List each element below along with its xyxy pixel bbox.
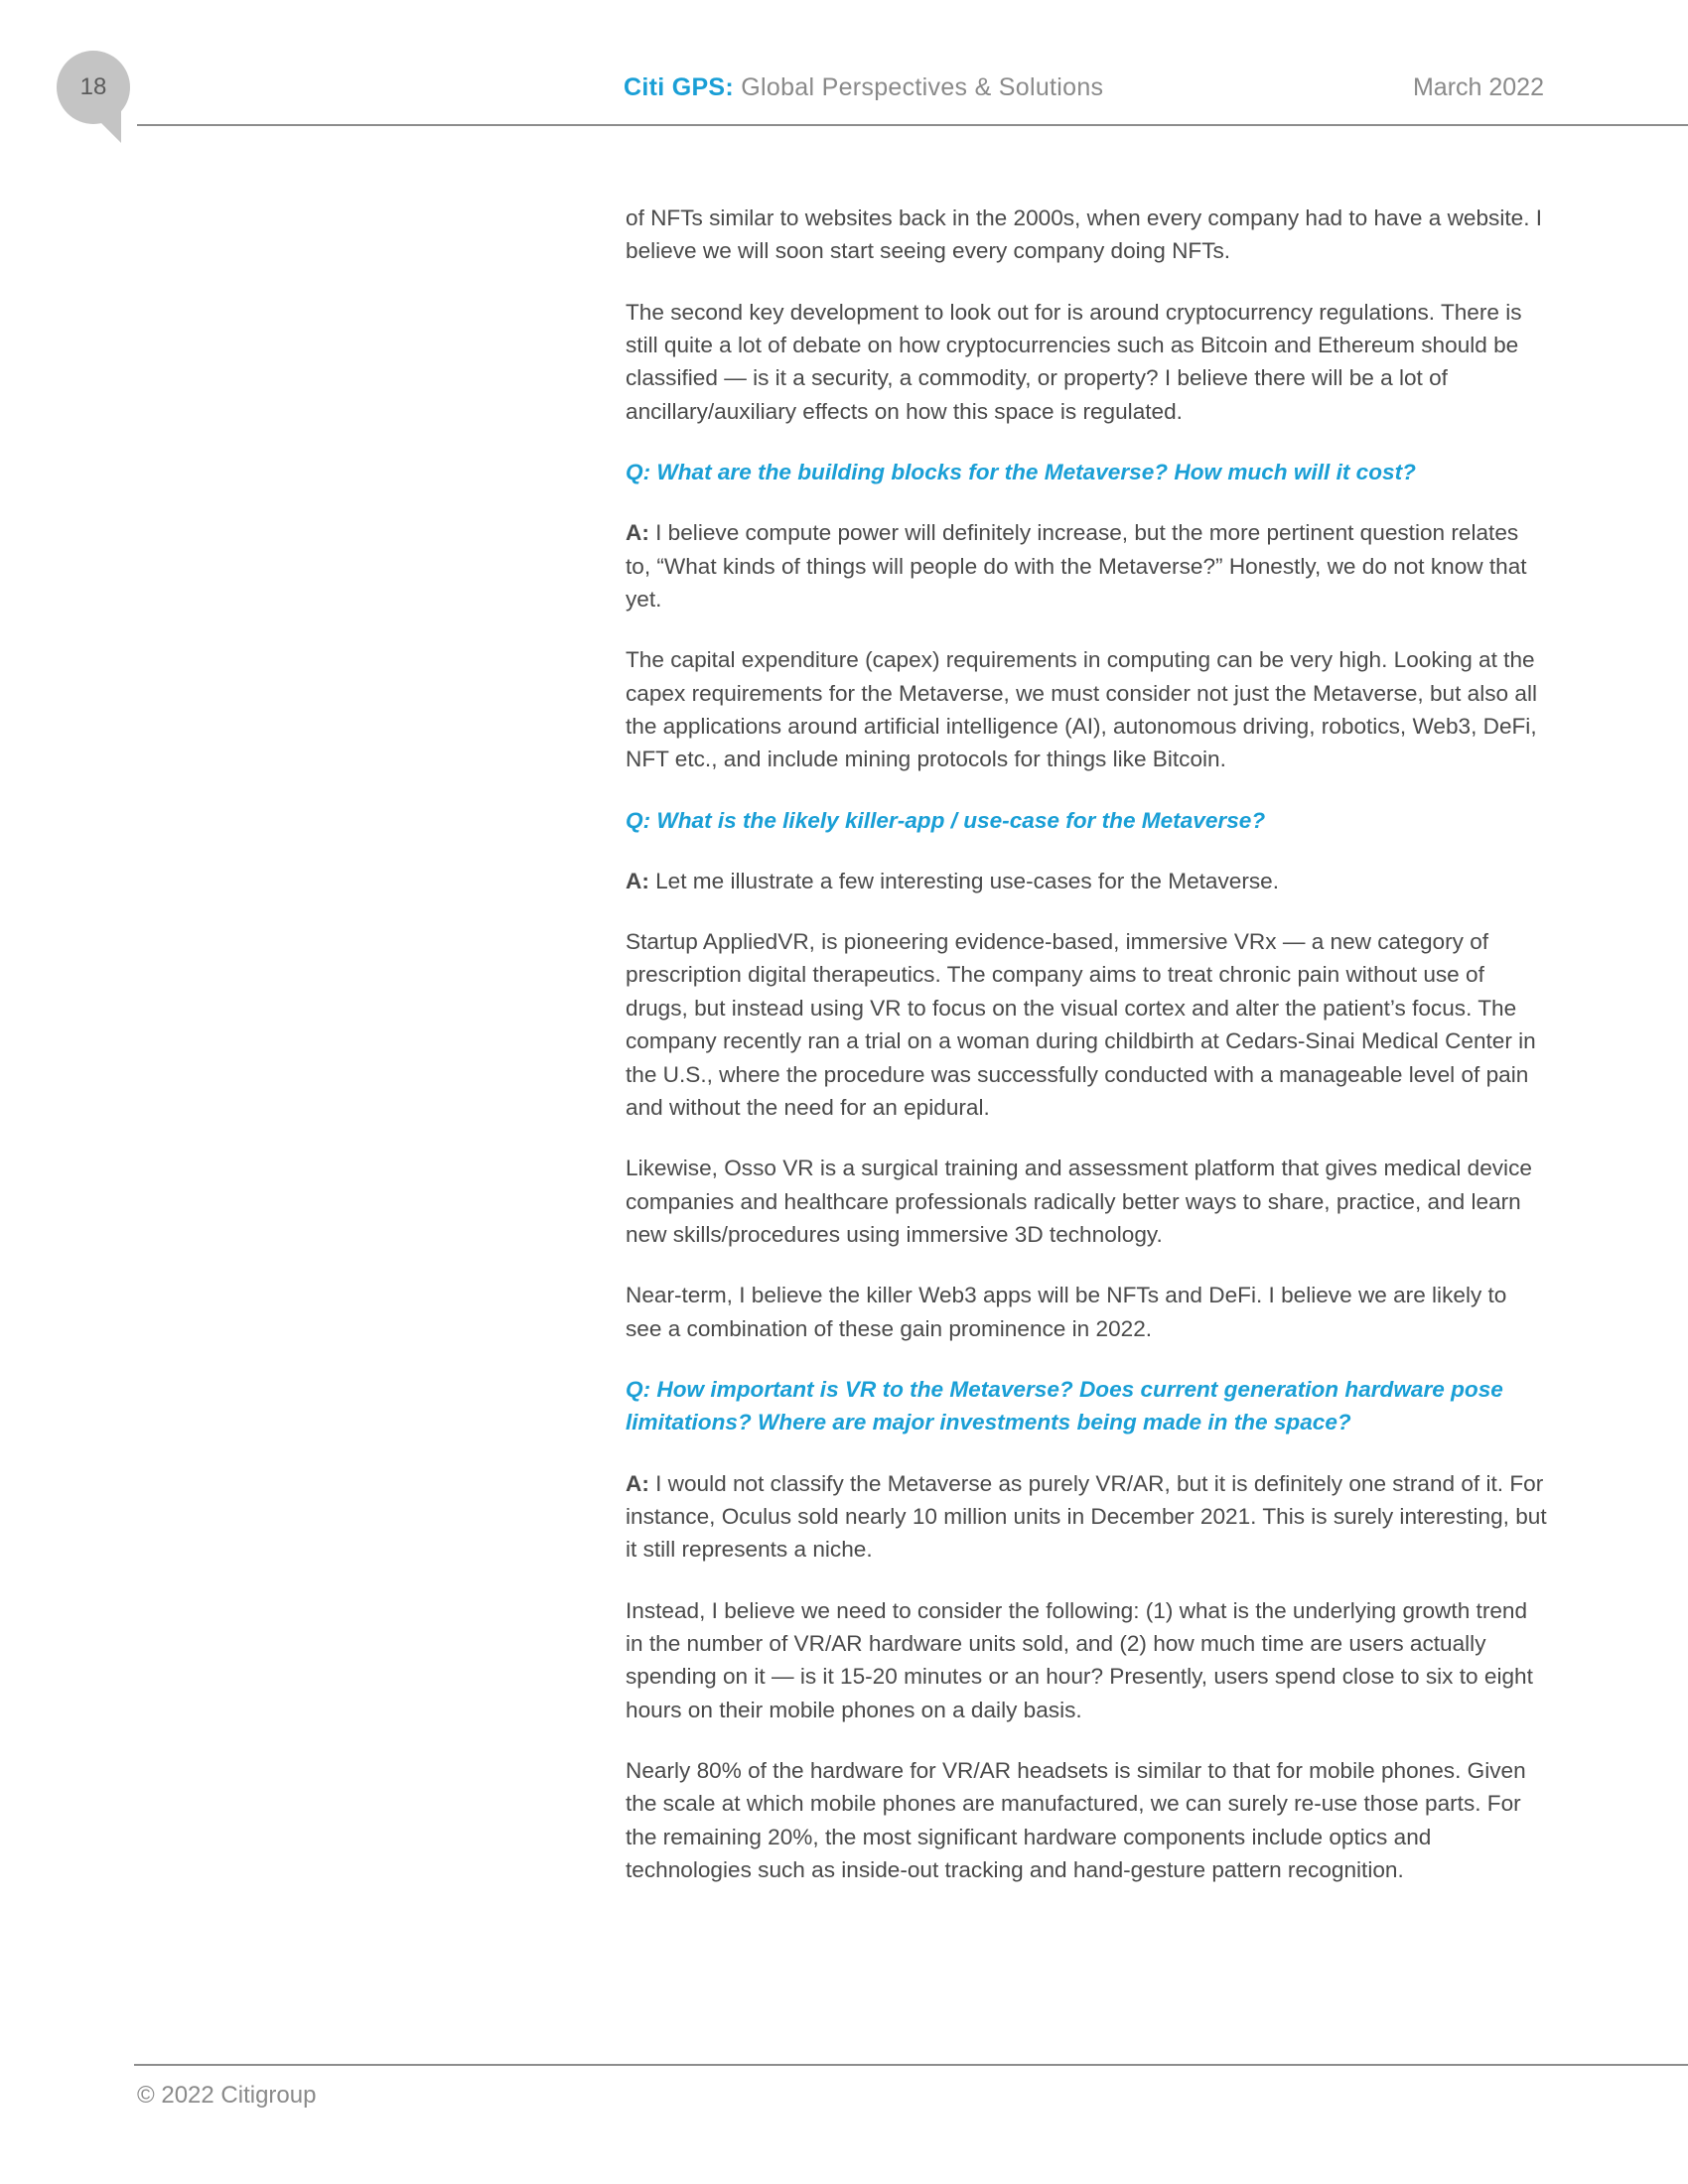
footer-divider (134, 2064, 1688, 2066)
paragraph: Near-term, I believe the killer Web3 apps will be NFTs and DeFi. I believe we are likely to see a combination of these gain prominence in 2022. (626, 1283, 1507, 1341)
paragraph: Instead, I believe we need to consider the following: (1) what is the underlying growth trend in the number of VR/AR hardware units sold, and (2) how much time are users actually spending on it — is it 15-20 minutes or an hour? Presently, users spend close to six to eight hours on their mobile phones on a daily basis. (626, 1597, 1533, 1722)
answer-text: Let me illustrate a few interesting use-cases for the Metaverse. (648, 868, 1280, 893)
answer-text: I would not classify the Metaverse as purely VR/AR, but it is definitely one strand of it. For instance, Oculus sold nearly 10 million units in December 2021. This is surely interesting, but it still represents a niche. (626, 1470, 1547, 1563)
answer-label: A: (626, 1470, 649, 1496)
header-date: March 2022 (1412, 73, 1544, 101)
answer-label: A: (626, 520, 649, 546)
paragraph: The second key development to look out for is around cryptocurrency regulations. There is still quite a lot of debate on how cryptocurrencies such as Bitcoin and Ethereum should be classified — is it a security, a commodity, or property? I believe there will be a lot of ancillary/auxiliary effects on how this space is regulated. (626, 299, 1522, 424)
answer-label: A: (626, 868, 649, 893)
answer-text: I believe compute power will definitely increase, but the more pertinent question relates to, “What kinds of things will people do with the Metaverse?” Honestly, we do not know that yet. (626, 520, 1527, 613)
brand-tagline: Global Perspectives & Solutions (734, 73, 1104, 101)
article-body (626, 202, 1549, 1914)
header-brand (624, 73, 1103, 102)
page-number: 18 (79, 73, 107, 100)
question-heading: Q: What are the building blocks for the Metaverse? How much will it cost? (626, 460, 1416, 485)
question-heading: Q: What is the likely killer-app / use-case for the Metaverse? (626, 807, 1266, 833)
paragraph: Startup AppliedVR, is pioneering evidence-based, immersive VRx — a new category of prescription digital therapeutics. The company aims to treat chronic pain without use of drugs, but instead using VR to focus on the visual cortex and alter the patient’s focus. The company recently ran a trial on a woman during childbirth at Cedars-Sinai Medical Center in the U.S., where the procedure was successfully conducted with a manageable level of pain and without the need for an epidural. (626, 929, 1536, 1121)
paragraph: Likewise, Osso VR is a surgical training and assessment platform that gives medical device companies and healthcare professionals radically better ways to share, practice, and learn new skills/procedures using immersive 3D technology. (626, 1156, 1532, 1248)
header-divider (137, 124, 1688, 126)
paragraph: Nearly 80% of the hardware for VR/AR headsets is similar to that for mobile phones. Given the scale at which mobile phones are manufactured, we can surely re-use those parts. For the remaining 20%, the most significant hardware components include optics and technologies such as inside-out tracking and hand-gesture pattern recognition. (626, 1757, 1526, 1883)
answer-paragraph (626, 1467, 1549, 1567)
question-heading: Q: How important is VR to the Metaverse? Does current generation hardware pose limitations? Where are major investments being made in the space? (626, 1376, 1503, 1435)
brand-name: Citi GPS: (624, 73, 735, 101)
paragraph: of NFTs similar to websites back in the 2000s, when every company had to have a website. I believe we will soon start seeing every company doing NFTs. (626, 205, 1543, 264)
footer-copyright: © 2022 Citigroup (137, 2082, 317, 2109)
answer-paragraph (626, 516, 1549, 615)
paragraph: The capital expenditure (capex) requirements in computing can be very high. Looking at the capex requirements for the Metaverse, we must consider not just the Metaverse, but also all the applications around artificial intelligence (AI), autonomous driving, robotics, Web3, DeFi, NFT etc., and include mining protocols for things like Bitcoin. (626, 647, 1537, 772)
answer-paragraph (626, 865, 1549, 897)
